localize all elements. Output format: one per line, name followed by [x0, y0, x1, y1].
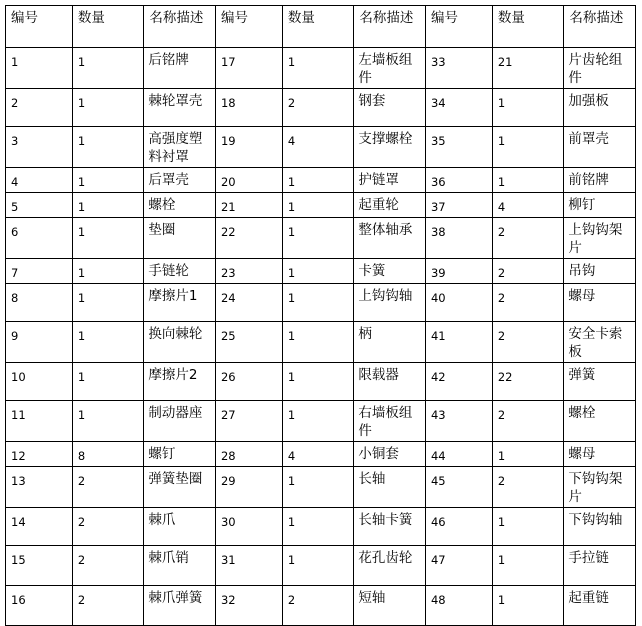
- cell-quantity: 1: [282, 546, 354, 586]
- table-row: [6, 363, 636, 401]
- cell-description: 长轴卡簧: [354, 508, 426, 546]
- cell-number: 35: [425, 127, 492, 168]
- header-quantity: 数量: [282, 6, 354, 48]
- cell-description: 钢套: [354, 89, 426, 127]
- cell-number: 38: [425, 218, 492, 259]
- cell-number: 40: [425, 284, 492, 322]
- cell-description: 螺母: [564, 284, 636, 322]
- cell-number: 46: [425, 508, 492, 546]
- cell-number: 2: [6, 89, 73, 127]
- cell-number: 33: [425, 48, 492, 89]
- cell-description: 棘爪弹簧: [144, 586, 216, 626]
- cell-number: 21: [215, 193, 282, 218]
- cell-description: 高强度塑料衬罩: [144, 127, 216, 168]
- cell-quantity: 1: [72, 322, 144, 363]
- cell-quantity: 1: [492, 508, 564, 546]
- cell-description: 右墙板组件: [354, 401, 426, 442]
- cell-quantity: 1: [72, 48, 144, 89]
- cell-number: 14: [6, 508, 73, 546]
- cell-description: 整体轴承: [354, 218, 426, 259]
- cell-description: 柄: [354, 322, 426, 363]
- cell-description: 上钩钩架片: [564, 218, 636, 259]
- cell-quantity: 1: [282, 284, 354, 322]
- cell-quantity: 1: [492, 586, 564, 626]
- cell-number: 10: [6, 363, 73, 401]
- cell-description: 螺栓: [564, 401, 636, 442]
- cell-number: 9: [6, 322, 73, 363]
- cell-number: 36: [425, 168, 492, 193]
- cell-quantity: 2: [492, 284, 564, 322]
- cell-description: 下钩钩架片: [564, 467, 636, 508]
- cell-quantity: 2: [492, 259, 564, 284]
- table-row: [6, 48, 636, 89]
- cell-description: 后罩壳: [144, 168, 216, 193]
- cell-description: 小铜套: [354, 442, 426, 467]
- table-row: [6, 259, 636, 284]
- cell-number: 22: [215, 218, 282, 259]
- cell-description: 制动器座: [144, 401, 216, 442]
- table-row: [6, 168, 636, 193]
- cell-quantity: 2: [282, 586, 354, 626]
- cell-description: 片齿轮组件: [564, 48, 636, 89]
- cell-quantity: 4: [282, 127, 354, 168]
- cell-description: 吊钩: [564, 259, 636, 284]
- cell-quantity: 1: [72, 168, 144, 193]
- cell-quantity: 1: [282, 193, 354, 218]
- cell-description: 下钩钩轴: [564, 508, 636, 546]
- cell-quantity: 1: [72, 284, 144, 322]
- header-row: [6, 6, 636, 48]
- cell-number: 17: [215, 48, 282, 89]
- cell-description: 前铭牌: [564, 168, 636, 193]
- table-row: [6, 442, 636, 467]
- cell-number: 4: [6, 168, 73, 193]
- cell-quantity: 8: [72, 442, 144, 467]
- cell-quantity: 1: [72, 259, 144, 284]
- cell-quantity: 1: [282, 467, 354, 508]
- cell-description: 垫圈: [144, 218, 216, 259]
- cell-number: 45: [425, 467, 492, 508]
- cell-quantity: 1: [72, 218, 144, 259]
- cell-quantity: 1: [282, 363, 354, 401]
- parts-table: [5, 5, 636, 626]
- table-row: [6, 284, 636, 322]
- table-row: [6, 193, 636, 218]
- cell-number: 6: [6, 218, 73, 259]
- cell-description: 螺栓: [144, 193, 216, 218]
- cell-quantity: 1: [72, 89, 144, 127]
- cell-description: 摩擦片2: [144, 363, 216, 401]
- cell-number: 30: [215, 508, 282, 546]
- cell-description: 棘爪: [144, 508, 216, 546]
- cell-number: 43: [425, 401, 492, 442]
- cell-number: 27: [215, 401, 282, 442]
- cell-quantity: 1: [492, 168, 564, 193]
- cell-quantity: 1: [282, 259, 354, 284]
- table-row: [6, 467, 636, 508]
- cell-description: 短轴: [354, 586, 426, 626]
- cell-description: 加强板: [564, 89, 636, 127]
- table-row: [6, 127, 636, 168]
- cell-number: 31: [215, 546, 282, 586]
- cell-quantity: 1: [72, 363, 144, 401]
- cell-quantity: 2: [282, 89, 354, 127]
- cell-quantity: 1: [492, 127, 564, 168]
- cell-number: 11: [6, 401, 73, 442]
- cell-quantity: 1: [282, 401, 354, 442]
- cell-quantity: 1: [282, 218, 354, 259]
- cell-description: 手拉链: [564, 546, 636, 586]
- cell-number: 41: [425, 322, 492, 363]
- header-number: 编号: [6, 6, 73, 48]
- cell-number: 29: [215, 467, 282, 508]
- cell-quantity: 4: [282, 442, 354, 467]
- cell-description: 棘爪销: [144, 546, 216, 586]
- header-number: 编号: [215, 6, 282, 48]
- cell-number: 47: [425, 546, 492, 586]
- cell-number: 3: [6, 127, 73, 168]
- cell-number: 8: [6, 284, 73, 322]
- cell-description: 换向棘轮: [144, 322, 216, 363]
- cell-quantity: 1: [492, 89, 564, 127]
- cell-description: 左墙板组件: [354, 48, 426, 89]
- cell-number: 1: [6, 48, 73, 89]
- cell-number: 48: [425, 586, 492, 626]
- cell-quantity: 1: [492, 546, 564, 586]
- cell-description: 安全卡索板: [564, 322, 636, 363]
- cell-description: 柳钉: [564, 193, 636, 218]
- cell-description: 起重链: [564, 586, 636, 626]
- cell-number: 42: [425, 363, 492, 401]
- cell-number: 26: [215, 363, 282, 401]
- cell-quantity: 2: [72, 467, 144, 508]
- table-row: [6, 401, 636, 442]
- cell-description: 限载器: [354, 363, 426, 401]
- header-quantity: 数量: [72, 6, 144, 48]
- cell-number: 19: [215, 127, 282, 168]
- cell-number: 20: [215, 168, 282, 193]
- table-row: [6, 546, 636, 586]
- cell-number: 16: [6, 586, 73, 626]
- cell-quantity: 2: [492, 218, 564, 259]
- cell-quantity: 2: [492, 322, 564, 363]
- table-row: [6, 218, 636, 259]
- cell-number: 32: [215, 586, 282, 626]
- cell-quantity: 2: [492, 467, 564, 508]
- table-row: [6, 586, 636, 626]
- cell-quantity: 1: [282, 48, 354, 89]
- cell-description: 卡簧: [354, 259, 426, 284]
- header-quantity: 数量: [492, 6, 564, 48]
- header-description: 名称描述: [144, 6, 216, 48]
- cell-description: 护链罩: [354, 168, 426, 193]
- table-row: [6, 508, 636, 546]
- cell-quantity: 1: [72, 193, 144, 218]
- cell-quantity: 1: [72, 127, 144, 168]
- cell-quantity: 1: [72, 401, 144, 442]
- table-row: [6, 89, 636, 127]
- cell-quantity: 2: [72, 586, 144, 626]
- cell-description: 摩擦片1: [144, 284, 216, 322]
- header-description: 名称描述: [564, 6, 636, 48]
- cell-quantity: 22: [492, 363, 564, 401]
- cell-description: 螺钉: [144, 442, 216, 467]
- cell-description: 支撑螺栓: [354, 127, 426, 168]
- cell-number: 37: [425, 193, 492, 218]
- cell-number: 15: [6, 546, 73, 586]
- cell-description: 弹簧垫圈: [144, 467, 216, 508]
- cell-number: 39: [425, 259, 492, 284]
- cell-quantity: 1: [282, 322, 354, 363]
- cell-number: 18: [215, 89, 282, 127]
- cell-number: 28: [215, 442, 282, 467]
- cell-description: 棘轮罩壳: [144, 89, 216, 127]
- cell-description: 弹簧: [564, 363, 636, 401]
- cell-number: 12: [6, 442, 73, 467]
- table-row: [6, 322, 636, 363]
- cell-description: 后铭牌: [144, 48, 216, 89]
- cell-description: 手链轮: [144, 259, 216, 284]
- cell-description: 花孔齿轮: [354, 546, 426, 586]
- cell-number: 7: [6, 259, 73, 284]
- cell-number: 44: [425, 442, 492, 467]
- cell-quantity: 1: [282, 508, 354, 546]
- cell-number: 5: [6, 193, 73, 218]
- header-number: 编号: [425, 6, 492, 48]
- cell-number: 13: [6, 467, 73, 508]
- cell-number: 34: [425, 89, 492, 127]
- cell-description: 上钩钩轴: [354, 284, 426, 322]
- cell-quantity: 2: [492, 401, 564, 442]
- cell-quantity: 1: [282, 168, 354, 193]
- header-description: 名称描述: [354, 6, 426, 48]
- table-body: [6, 48, 636, 626]
- cell-quantity: 4: [492, 193, 564, 218]
- cell-quantity: 2: [72, 508, 144, 546]
- cell-quantity: 2: [72, 546, 144, 586]
- cell-description: 长轴: [354, 467, 426, 508]
- cell-number: 25: [215, 322, 282, 363]
- cell-description: 起重轮: [354, 193, 426, 218]
- cell-number: 24: [215, 284, 282, 322]
- cell-number: 23: [215, 259, 282, 284]
- cell-quantity: 1: [492, 442, 564, 467]
- cell-description: 前罩壳: [564, 127, 636, 168]
- cell-description: 螺母: [564, 442, 636, 467]
- cell-quantity: 21: [492, 48, 564, 89]
